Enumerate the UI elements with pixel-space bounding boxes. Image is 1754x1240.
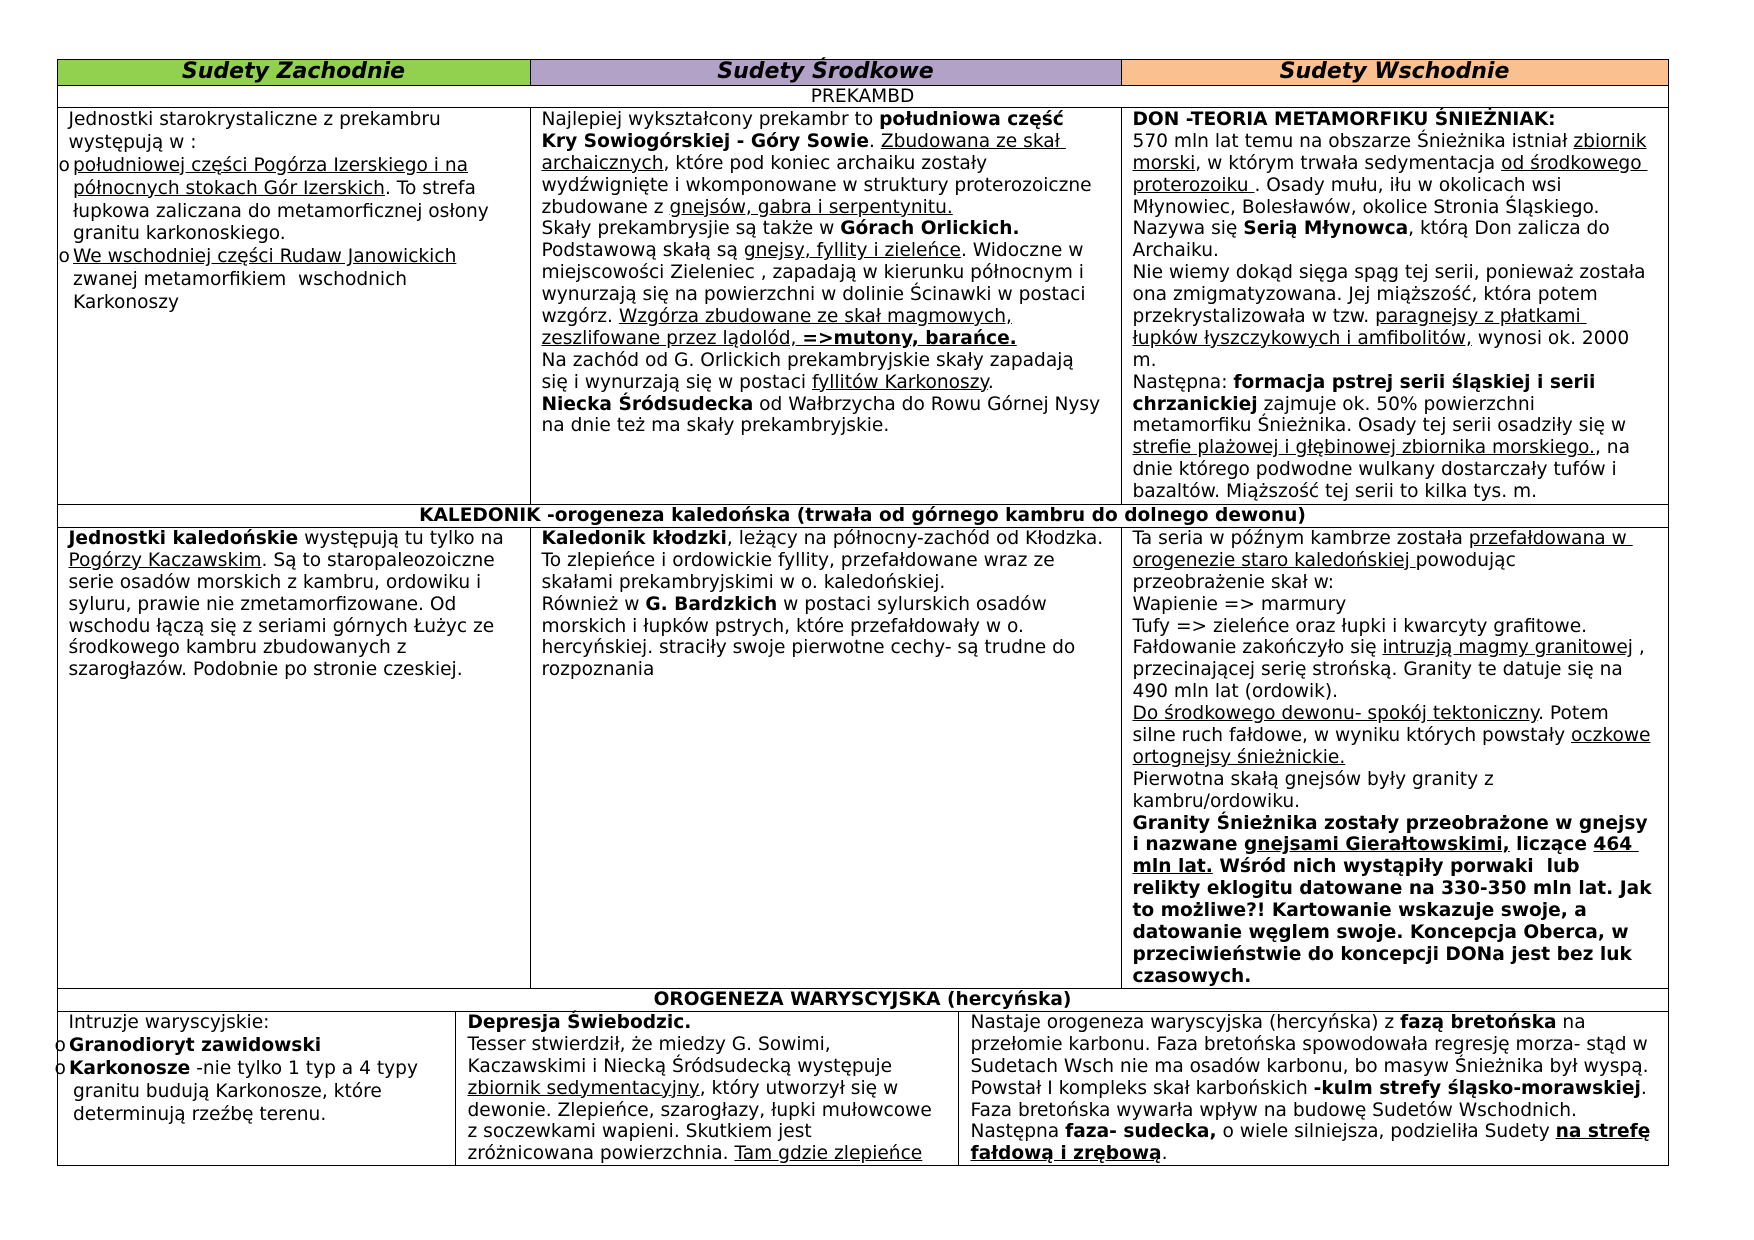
text-line — [971, 1012, 1668, 1034]
text-line — [73, 201, 530, 224]
text-run: fyllitów Karkonoszy — [812, 371, 988, 393]
text-run: i nazwane — [1132, 834, 1244, 856]
text-run: miejscowości Zieleniec , zapadają w kierunku północnym i — [541, 262, 1084, 284]
text-line — [1133, 572, 1668, 594]
text-line — [971, 1034, 1668, 1056]
text-run: Nazywa się — [1132, 218, 1244, 240]
text-run: Granity Śnieżnika zostały przeobrażone w gnejsy — [1132, 812, 1648, 834]
text-line — [1133, 681, 1668, 703]
text-run: powodując — [1415, 549, 1516, 571]
text-run: występują tu tylko na — [298, 528, 504, 549]
text-run: Również w — [541, 593, 646, 615]
text-run: , w którym trwała sedymentacja — [1195, 152, 1502, 174]
text-run: gnejsy, fyllity i zieleńce — [743, 240, 961, 262]
text-line — [542, 240, 1121, 262]
text-run: Kaledonik kłodzki — [541, 528, 727, 549]
text-line — [1133, 481, 1668, 503]
text-line — [69, 616, 530, 638]
text-run: Depresja Świebodzic. — [467, 1012, 692, 1033]
text-line — [73, 246, 530, 269]
text-line — [69, 594, 530, 616]
text-run: fazą bretońska — [1400, 1012, 1557, 1033]
text-run: , na — [1594, 437, 1630, 459]
text-run: . Są to staropaleozoiczne — [261, 549, 495, 571]
text-line — [1133, 394, 1668, 416]
text-run: Pogórzy Kaczawskim — [68, 549, 262, 571]
text-run: o wiele silniejsza, podzieliła Sudety — [1216, 1121, 1556, 1143]
column-header-west: Sudety Zachodnie — [58, 60, 531, 86]
text-run: czasowych. — [1132, 965, 1252, 987]
text-line — [542, 350, 1121, 372]
text-run: zwanej metamorfikiem wschodnich — [73, 269, 408, 291]
text-run: Karkonoszy — [73, 292, 179, 314]
cell-caledonian-central — [531, 528, 1122, 989]
text-run: zajmuje ok. 50% powierzchni — [1257, 393, 1535, 415]
text-line — [542, 394, 1121, 416]
text-run: formacja pstrej serii śląskiej i serii — [1233, 371, 1596, 393]
text-run: ortognejsy śnieżnickie. — [1132, 746, 1346, 768]
text-line — [69, 1058, 455, 1081]
text-line — [468, 1056, 958, 1078]
text-run: , — [1632, 637, 1645, 659]
text-run: wydźwignięte i wkomponowane w struktury proterozoiczne — [541, 174, 1092, 196]
text-run: południowa część — [879, 109, 1064, 130]
text-line — [971, 1078, 1668, 1100]
text-run: intruzją magmy granitowej — [1382, 637, 1633, 659]
text-run: . — [987, 371, 994, 393]
text-line — [542, 372, 1121, 394]
text-run: . — [1161, 1143, 1168, 1165]
text-line — [1133, 437, 1668, 459]
text-line — [1133, 284, 1668, 306]
text-line — [1133, 703, 1668, 725]
text-run: morskich i łupków pstrych, które przefałdowały w o. — [541, 615, 1024, 637]
cell-variscan-east — [959, 1012, 1669, 1166]
bullet-marker: o — [54, 1057, 66, 1079]
text-line — [542, 218, 1121, 240]
text-line — [73, 178, 530, 201]
text-line — [542, 131, 1121, 153]
text-line — [1133, 637, 1668, 659]
text-run: 570 mln lat temu na obszarze Śnieżnika istniał — [1132, 130, 1574, 152]
text-run: skałami prekambryjskimi w o. kaledońskiej. — [541, 571, 946, 593]
text-run: Tam gdzie zlepieńce — [734, 1143, 923, 1165]
paragraph — [1133, 109, 1668, 503]
text-run: Archaiku. — [1132, 240, 1219, 262]
bullet-marker: o — [58, 246, 70, 268]
text-run: Wzgórza zbudowane ze skał magmowych, — [618, 306, 1012, 328]
column-header-east: Sudety Wschodnie — [1122, 60, 1669, 86]
text-run: morski — [1132, 152, 1196, 174]
text-line — [69, 659, 530, 681]
text-line — [971, 1121, 1668, 1143]
list-item — [58, 246, 530, 315]
text-run: m. — [1132, 349, 1157, 371]
text-run: Tufy => zieleńce oraz łupki i kwarcyty grafitowe. — [1132, 615, 1588, 637]
text-run: Nastaje orogeneza waryscyjska (hercyńska) z — [970, 1012, 1401, 1033]
text-run: chrzanickiej — [1132, 393, 1258, 415]
text-run: przecinającej serię strońską. Granity te datuje się na — [1132, 659, 1623, 681]
list-item — [58, 155, 530, 247]
text-line — [542, 550, 1121, 572]
text-run: wschodu łączą się z seriami górnych Łużyc ze — [68, 615, 495, 637]
bullet-marker: o — [58, 154, 70, 176]
text-run: Sudetach Wsch nie ma osadów karbonu, bo masyw Śnieżnika był wyspą. — [970, 1055, 1649, 1077]
text-run: -kulm strefy śląsko-morawskiej — [1313, 1077, 1641, 1099]
text-line — [1133, 791, 1668, 813]
text-run: wzgórz. — [541, 306, 619, 328]
text-line — [542, 197, 1121, 219]
list-item — [54, 1034, 455, 1058]
text-line — [542, 175, 1121, 197]
text-run: z soczewkami wapieni. Skutkiem jest — [467, 1121, 812, 1143]
text-line — [1133, 878, 1668, 900]
text-line — [1133, 350, 1668, 372]
text-run: Wapienie => marmury — [1132, 593, 1347, 615]
text-run: hercyńskiej. straciły swoje pierwotne cechy- są trudne do — [541, 637, 1076, 659]
text-line — [69, 550, 530, 572]
text-run: . Potem — [1538, 703, 1609, 725]
text-run: , leżący na północny-zachód od Kłodzka. — [726, 528, 1104, 549]
section-title-precambrian: PREKAMBD — [58, 86, 1669, 109]
text-run: Intruzje waryscyjskie: — [68, 1012, 270, 1033]
text-line — [1133, 725, 1668, 747]
text-line — [73, 292, 530, 315]
section-title-caledonian: KALEDONIK -orogeneza kaledońska (trwała od górnego kambru do dolnego dewonu) — [58, 505, 1669, 528]
text-run: Podstawową skałą są — [541, 240, 744, 262]
text-line — [542, 284, 1121, 306]
text-run: dnie którego podwodne wulkany dostarczały tufów i — [1132, 459, 1617, 481]
text-line — [1133, 306, 1668, 328]
text-run: Na zachód od G. Orlickich prekambryjskie skały zapadają — [541, 349, 1074, 371]
text-run: zbiornik — [1573, 130, 1647, 152]
text-run: Górach Orlickich. — [840, 218, 1020, 240]
paragraph — [542, 528, 1121, 681]
text-line — [73, 223, 530, 246]
text-line — [542, 616, 1121, 638]
text-run: paragnejsy z płatkami — [1375, 306, 1587, 328]
section-title-variscan: OROGENEZA WARYSCYJSKA (hercyńska) — [58, 989, 1669, 1012]
text-run: To zlepieńce i ordowickie fyllity, przefałdowane wraz ze — [541, 549, 1055, 571]
cell-caledonian-west — [58, 528, 531, 989]
sudety-geology-table — [54, 58, 1669, 1166]
text-line — [73, 155, 530, 178]
text-line — [69, 109, 530, 132]
text-line — [1133, 153, 1668, 175]
text-run: szarogłazów. Podobnie po stronie czeskiej. — [68, 659, 463, 681]
text-run: gnejsów, gabra i serpentynitu. — [669, 196, 953, 218]
text-run: występują w : — [68, 131, 197, 153]
text-run: to możliwe?! Kartowanie wskazuje swoje, a — [1132, 900, 1587, 922]
text-run: Wśród nich wystąpiły porwaki lub — [1212, 856, 1580, 878]
text-run: Skały prekambrysjie są także w — [541, 218, 841, 240]
text-run: Następna: — [1132, 371, 1234, 393]
text-run: przeciwieństwie do koncepcji DONa jest bez luk — [1132, 943, 1632, 965]
text-line — [1133, 109, 1668, 131]
text-run: serie osadów morskich z kambru, ordowiku i — [68, 571, 482, 593]
text-line — [1133, 459, 1668, 481]
text-run: Powstał I kompleks skał karbońskich — [970, 1077, 1314, 1099]
text-run: dewonie. Zlepieńce, szarogłazy, łupki mułowcowe — [467, 1099, 932, 1121]
text-line — [69, 572, 530, 594]
text-run: mln lat. — [1132, 856, 1213, 878]
text-line — [542, 109, 1121, 131]
text-line — [468, 1121, 958, 1143]
text-run: przełomie karbonu. Faza bretońska spowodowała regresję morza- stąd w — [970, 1033, 1648, 1055]
text-run: granitu karkonoskiego. — [73, 223, 286, 245]
text-line — [542, 415, 1121, 437]
text-run: zbudowane z — [541, 196, 670, 218]
text-run: oczkowe — [1571, 725, 1651, 747]
text-run: Pierwotna skałą gnejsów były granity z — [1132, 768, 1494, 790]
text-run: Niecka Śródsudecka — [541, 393, 754, 415]
text-line — [1133, 262, 1668, 284]
text-line — [1133, 550, 1668, 572]
text-run: od środkowego — [1501, 152, 1648, 174]
text-run: wynosi ok. 2000 — [1471, 327, 1630, 349]
text-line — [1133, 528, 1668, 550]
text-line — [1133, 175, 1668, 197]
cell-precambrian-central — [531, 108, 1122, 505]
text-run: Kry Sowiogórskiej - Góry Sowie — [541, 130, 869, 152]
text-run: Do środkowego dewonu- spokój tektoniczny — [1132, 703, 1539, 725]
text-run: -nie tylko 1 typ a 4 typy — [190, 1057, 418, 1079]
text-run: zeszlifowane przez lądolód, — [541, 327, 803, 349]
text-line — [468, 1143, 958, 1165]
paragraph — [468, 1012, 958, 1165]
text-run: na — [1556, 1012, 1586, 1033]
text-run: G. Bardzkich — [645, 593, 778, 615]
text-run: środkowego kambru zbudowanych z — [68, 637, 407, 659]
text-run: zróżnicowana powierzchnia. — [467, 1143, 735, 1165]
paragraph — [69, 109, 530, 155]
text-run: Kaczawskimi i Niecką Śródsudecką występuje — [467, 1055, 893, 1077]
text-line — [1133, 900, 1668, 922]
paragraph — [542, 109, 1121, 437]
text-run: kambru/ordowiku. — [1132, 790, 1301, 812]
text-line — [69, 1012, 455, 1035]
text-run: syluru, prawie nie zmetamorfizowane. Od — [68, 593, 457, 615]
text-run: na dnie też ma skały prekambryjskie. — [541, 415, 890, 437]
text-run: gnejsami Gierałtowskimi, — [1244, 834, 1510, 856]
text-run: południowej części Pogórza Izerskiego i na — [73, 154, 469, 176]
text-run: relikty eklogitu datowane na 330-350 mln lat. Jak — [1132, 878, 1652, 900]
text-line — [1133, 328, 1668, 350]
text-run: determinują rzeźbę terenu. — [73, 1103, 327, 1125]
paragraph — [69, 1012, 455, 1035]
text-line — [542, 594, 1121, 616]
text-run: przefałdowana w — [1468, 528, 1633, 549]
text-line — [1133, 415, 1668, 437]
text-run: rozpoznania — [541, 659, 655, 681]
text-line — [69, 132, 530, 155]
text-line — [1133, 131, 1668, 153]
text-line — [1133, 240, 1668, 262]
text-line — [1133, 856, 1668, 878]
text-line — [971, 1056, 1668, 1078]
text-run: bazaltów. Miąższość tej serii to kilka tys. m. — [1132, 481, 1538, 503]
text-line — [542, 153, 1121, 175]
text-line — [1133, 594, 1668, 616]
text-line — [542, 328, 1121, 350]
text-run: zbiornik sedymentacyjny — [467, 1077, 700, 1099]
bullet-marker: o — [54, 1034, 66, 1056]
text-line — [73, 269, 530, 292]
text-run: od Wałbrzycha do Rowu Górnej Nysy — [753, 393, 1101, 415]
text-run: Tesser stwierdził, że miedzy G. Sowimi, — [467, 1033, 831, 1055]
text-run: DON -TEORIA METAMORFIKU ŚNIEŻNIAK: — [1132, 109, 1556, 130]
text-line — [542, 572, 1121, 594]
text-line — [468, 1034, 958, 1056]
text-run: przekrystalizowała w tzw. — [1132, 306, 1376, 328]
text-run: granitu budują Karkonosze, które — [73, 1080, 382, 1102]
text-run: Granodioryt zawidowski — [69, 1034, 322, 1056]
cell-caledonian-east — [1122, 528, 1669, 989]
text-run: 464 — [1593, 834, 1639, 856]
text-run: się i wynurzają się w postaci — [541, 371, 812, 393]
text-run: Młynowiec, Bolesławów, okolice Stronia Śląskiego. — [1132, 196, 1600, 218]
text-line — [1133, 922, 1668, 944]
text-run: w postaci sylurskich osadów — [777, 593, 1047, 615]
text-run: Najlepiej wykształcony prekambr to — [541, 109, 880, 130]
text-run: łupków łyszczykowych i amfibolitów, — [1132, 327, 1472, 349]
text-line — [1133, 659, 1668, 681]
text-run: Jednostki kaledońskie — [68, 528, 299, 549]
text-run: proterozoiku — [1132, 174, 1255, 196]
text-line — [468, 1078, 958, 1100]
text-run: wynurzają się na powierzchni w dolinie Ścinawki w postaci — [541, 284, 1086, 306]
text-run: północnych stokach Gór Izerskich — [73, 177, 385, 199]
list-item — [54, 1057, 455, 1127]
text-run: . — [1640, 1077, 1647, 1099]
text-run: . Osady mułu, iłu w okolicach wsi — [1254, 174, 1562, 196]
text-run: =>mutony, barańce. — [802, 327, 1017, 349]
text-line — [1133, 769, 1668, 791]
text-line — [542, 262, 1121, 284]
text-line — [73, 1081, 455, 1104]
cell-variscan-west — [54, 1012, 456, 1166]
text-run: , które pod koniec archaiku zostały — [663, 152, 988, 174]
text-run: Fałdowanie zakończyło się — [1132, 637, 1383, 659]
text-run: Nie wiemy dokąd sięga spąg tej serii, ponieważ została — [1132, 262, 1646, 284]
text-run: . — [869, 130, 881, 152]
text-line — [1133, 197, 1668, 219]
text-run: Karkonosze — [69, 1057, 191, 1079]
text-run: Serią Młynowca — [1243, 218, 1409, 240]
text-line — [69, 637, 530, 659]
text-run: metamorfiku Śnieżnika. Osady tej serii osadziły się w — [1132, 415, 1627, 437]
text-line — [1133, 944, 1668, 966]
text-line — [69, 1035, 455, 1058]
text-line — [971, 1100, 1668, 1122]
text-run: liczące — [1509, 834, 1594, 856]
text-run: 490 mln lat (ordowik). — [1132, 681, 1339, 703]
text-run: łupkowa zaliczana do metamorficznej osłony — [73, 200, 489, 222]
text-line — [1133, 372, 1668, 394]
text-run: archaicznych — [541, 152, 664, 174]
text-run: strefie plażowej i głębinowej zbiornika morskiego. — [1132, 437, 1595, 459]
text-run: Ta seria w późnym kambrze została — [1132, 528, 1469, 549]
text-line — [69, 528, 530, 550]
text-run: ona zmigmatyzowana. Jej miąższość, która potem — [1132, 284, 1598, 306]
text-run: fałdową i zrębową — [970, 1143, 1162, 1165]
text-run: Zbudowana ze skał — [880, 130, 1066, 152]
text-line — [468, 1100, 958, 1122]
cell-variscan-central — [456, 1012, 959, 1166]
text-line — [971, 1143, 1668, 1165]
text-line — [1133, 813, 1668, 835]
column-header-central: Sudety Środkowe — [531, 60, 1122, 86]
text-run: przeobrażenie skał w: — [1132, 571, 1335, 593]
text-run: , który utworzył się w — [699, 1077, 899, 1099]
text-run: , którą Don zalicza do — [1408, 218, 1610, 240]
text-line — [468, 1012, 958, 1034]
paragraph — [1133, 528, 1668, 988]
text-line — [1133, 616, 1668, 638]
text-run: . Widoczne w — [960, 240, 1084, 262]
text-run: datowanie węglem swoje. Koncepcja Oberca, w — [1132, 922, 1629, 944]
text-run: orogenezie staro kaledońskiej — [1132, 549, 1416, 571]
text-line — [542, 659, 1121, 681]
text-line — [542, 306, 1121, 328]
text-line — [1133, 218, 1668, 240]
text-run: na strefę — [1555, 1121, 1651, 1143]
paragraph — [69, 528, 530, 681]
text-line — [1133, 966, 1668, 988]
paragraph — [971, 1012, 1668, 1165]
text-line — [1133, 834, 1668, 856]
text-run: Faza bretońska wywarła wpływ na budowę Sudetów Wschodnich. — [970, 1099, 1577, 1121]
text-line — [542, 528, 1121, 550]
text-run: Następna — [970, 1121, 1066, 1143]
text-run: . To strefa — [384, 177, 476, 199]
text-run: faza- sudecka, — [1065, 1121, 1217, 1143]
text-run: Jednostki starokrystaliczne z prekambru — [68, 109, 441, 130]
text-line — [542, 637, 1121, 659]
cell-precambrian-west — [58, 108, 531, 505]
text-line — [73, 1104, 455, 1127]
text-line — [1133, 747, 1668, 769]
text-run: We wschodniej części Rudaw Janowickich — [73, 246, 457, 268]
cell-precambrian-east — [1122, 108, 1669, 505]
text-run: silne ruch fałdowe, w wyniku których powstały — [1132, 725, 1571, 747]
